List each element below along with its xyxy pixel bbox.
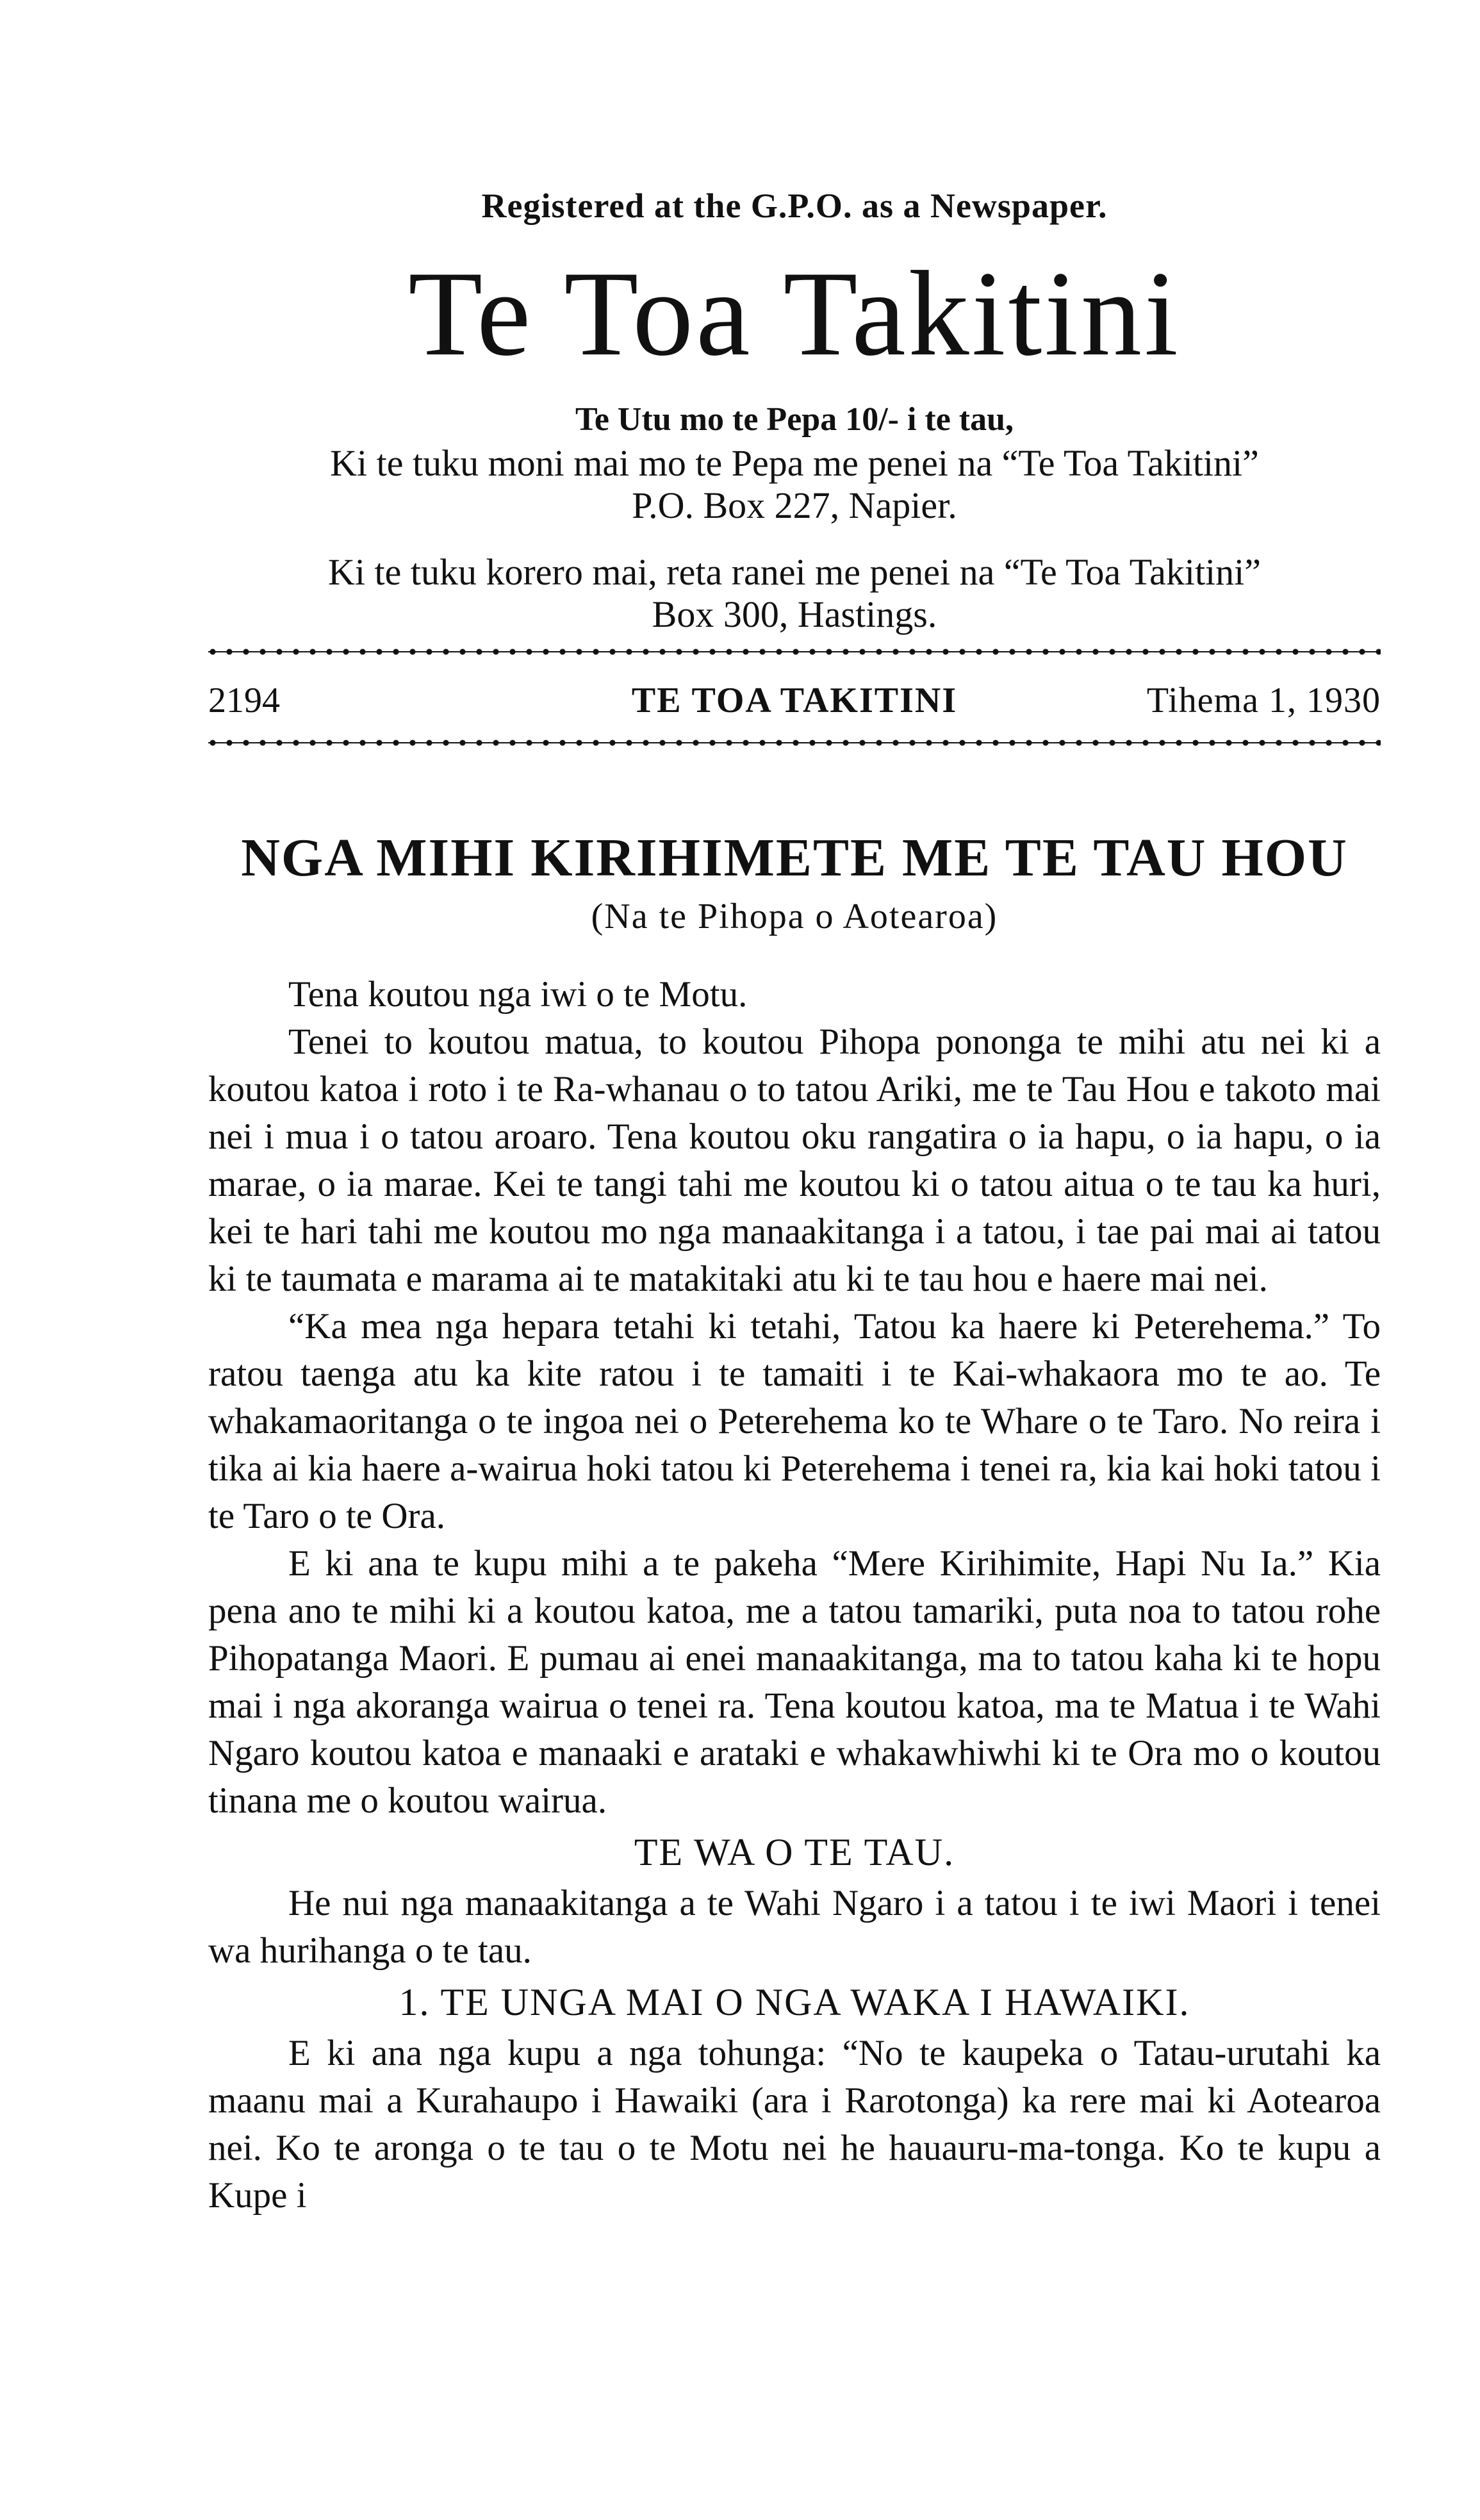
money-address-box: P.O. Box 227, Napier. (632, 485, 957, 526)
dotted-rule-bottom (208, 738, 1381, 747)
article-paragraph: E ki ana te kupu mihi a te pakeha “Mere Kirihimite, Hapi Nu Ia.” Kia pena ano te mihi ki a koutou katoa, me a tatou tamariki, puta noa to tatou rohe Pihopatanga Maori. E pumau ai enei manaakitanga, ma to tatou kaha ki te hopu mai i nga akoranga wairua o tenei ra. Tena koutou katoa, ma te Matua i te Wahi Ngaro koutou katoa e manaaki e arataki e whakawhiwhi ki te Ora mo o koutou tinana me o koutou wairua. (208, 1543, 1381, 1821)
issue-date: Tihema 1, 1930 (1146, 681, 1381, 720)
subscription-price: Te Utu mo te Pepa 10/- i te tau, (575, 401, 1014, 438)
masthead-title: Te Toa Takitini (408, 247, 1181, 381)
dotted-rule-top (208, 647, 1381, 656)
article-body (208, 971, 1381, 2219)
money-address-line: Ki te tuku moni mai mo te Pepa me penei na “Te Toa Takitini” (330, 442, 1259, 484)
article-paragraph: He nui nga manaakitanga a te Wahi Ngaro i a tatou i te iwi Maori i tenei wa hurihanga o te tau. (208, 1883, 1381, 1971)
letters-address-line: Ki te tuku korero mai, reta ranei me penei na “Te Toa Takitini” (327, 551, 1262, 593)
article-paragraph: E ki ana nga kupu a nga tohunga: “No te kaupeka o Tatau-urutahi ka maanu mai a Kurahaupo i Hawaiki (ara i Rarotonga) ka rere mai ki Aotearoa nei. Ko te aronga o te tau o te Motu nei he hauauru-ma-tonga. Ko te kupu a Kupe i (208, 2033, 1381, 2216)
issue-info-row (208, 678, 1381, 723)
section-heading: 1. TE UNGA MAI O NGA WAKA I HAWAIKI. (399, 1981, 1190, 2023)
article-headline: NGA MIHI KIRIHIMETE ME TE TAU HOU (241, 828, 1348, 888)
registration-notice: Registered at the G.P.O. as a Newspaper. (481, 187, 1108, 225)
issue-title: TE TOA TAKITINI (631, 681, 958, 720)
article-paragraph: Tenei to koutou matua, to koutou Pihopa pononga te mihi atu nei ki a koutou katoa i roto i te Ra-whanau o to tatou Ariki, me te Tau Hou e takoto mai nei i mua i o tatou aroaro. Tena koutou oku rangatira o ia hapu, o ia hapu, o ia marae, o ia marae. Kei te tangi tahi me koutou ki o tatou aitua o te tau ka huri, kei te hari tahi me koutou mo nga manaakitanga i a tatou, i tae pai mai ai tatou ki te taumata e marama ai te matakitaki atu ki te tau hou e haere mai nei. (208, 1022, 1381, 1299)
article-greeting: Tena koutou nga iwi o te Motu. (288, 974, 748, 1015)
money-address-notice (208, 442, 1381, 527)
letters-address-notice (208, 551, 1381, 636)
letters-address-box: Box 300, Hastings. (652, 593, 937, 635)
section-heading: TE WA O TE TAU. (634, 1831, 955, 1873)
article-paragraph: “Ka mea nga hepara tetahi ki tetahi, Tatou ka haere ki Peterehema.” To ratou taenga atu ka kite ratou i te tamaiti i te Kai-whakaora mo te ao. Te whakamaoritanga o te ingoa nei o Peterehema ko te Whare o te Taro. No reira i tika ai kia haere a-wairua hoki tatou ki Peterehema i tenei ra, kia kai hoki tatou i te Taro o te Ora. (208, 1306, 1381, 1536)
article-byline: (Na te Pihopa o Aotearoa) (591, 897, 998, 936)
issue-number: 2194 (208, 681, 280, 720)
